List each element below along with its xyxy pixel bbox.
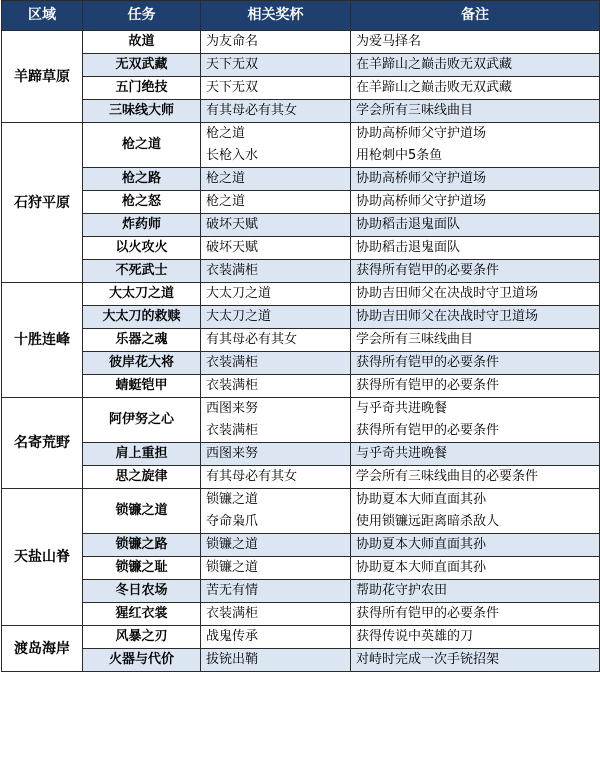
task-cell: 枪之路 [83,168,201,191]
table-row [2,54,600,77]
reward-text: 苦无有情 [206,583,259,598]
note-cell [351,168,600,191]
reward-text: 衣装满柜 [206,263,259,278]
reward-cell [201,557,351,580]
reward-text: 衣装满柜 [206,378,259,393]
reward-text: 有其母必有其女 [206,332,298,347]
reward-cell [201,534,351,557]
table-row [2,168,600,191]
task-cell: 大太刀的救赎 [83,306,201,329]
header-note: 备注 [351,1,600,31]
task-cell: 风暴之刃 [83,626,201,649]
note-text: 获得传说中英雄的刀 [356,629,474,644]
task-cell: 蜻蜓铠甲 [83,375,201,398]
task-cell: 乐器之魂 [83,329,201,352]
note-text: 协助高桥师父守护道场 [356,171,487,186]
table-row [2,77,600,100]
header-region: 区域 [2,1,83,31]
table-row [2,123,600,168]
note-cell [351,123,600,168]
table-row [2,626,600,649]
task-cell: 猩红衣裳 [83,603,201,626]
region-cell: 名寄荒野 [2,398,83,489]
note-text: 协助夏本大师直面其孙 [356,537,487,552]
task-cell: 无双武藏 [83,54,201,77]
note-cell [351,77,600,100]
reward-text: 破坏天赋 [206,240,259,255]
task-cell: 枪之怒 [83,191,201,214]
table-row [2,466,600,489]
note-text: 协助高桥师父守护道场 [356,194,487,209]
note-cell [351,398,600,443]
note-cell [351,54,600,77]
header-task: 任务 [83,1,201,31]
region-cell: 羊蹄草原 [2,31,83,123]
reward-text: 西图来努 [206,401,259,416]
note-text: 协助高桥师父守护道场 [356,126,487,141]
region-cell: 天盐山脊 [2,489,83,626]
reward-cell [201,352,351,375]
header-row [2,1,600,31]
note-text: 协助稻击退鬼面队 [356,217,461,232]
table-row [2,306,600,329]
reward-cell [201,283,351,306]
reward-cell [201,191,351,214]
table-row [2,580,600,603]
task-cell: 锁镰之路 [83,534,201,557]
task-cell: 枪之道 [83,123,201,168]
region-cell: 石狩平原 [2,123,83,283]
note-cell [351,443,600,466]
note-text: 学会所有三味线曲目 [356,103,474,118]
note-text: 用枪刺中5条鱼 [356,148,443,163]
note-text: 获得所有铠甲的必要条件 [356,606,500,621]
note-cell [351,306,600,329]
reward-text: 锁镰之道 [206,537,259,552]
reward-text: 破坏天赋 [206,217,259,232]
note-text: 对峙时完成一次手铳招架 [356,652,500,667]
note-text: 与乎奇共进晚餐 [356,446,448,461]
note-cell [351,603,600,626]
reward-text: 长枪入水 [206,148,259,163]
reward-cell [201,443,351,466]
task-cell: 彼岸花大将 [83,352,201,375]
reward-text: 枪之道 [206,126,246,141]
reward-cell [201,123,351,168]
reward-text: 有其母必有其女 [206,103,298,118]
table-body [2,31,600,672]
task-cell: 冬日农场 [83,580,201,603]
note-text: 协助夏本大师直面其孙 [356,560,487,575]
task-cell: 思之旋律 [83,466,201,489]
note-cell [351,329,600,352]
table-row [2,443,600,466]
reward-cell [201,168,351,191]
reward-text: 有其母必有其女 [206,469,298,484]
note-text: 帮助花守护农田 [356,583,448,598]
task-cell: 五门绝技 [83,77,201,100]
table-row [2,283,600,306]
task-cell: 锁镰之耻 [83,557,201,580]
task-cell: 不死武士 [83,260,201,283]
quest-table [1,0,600,672]
reward-text: 衣装满柜 [206,423,259,438]
reward-text: 锁镰之道 [206,560,259,575]
reward-cell [201,466,351,489]
reward-text: 锁镰之道 [206,492,259,507]
note-cell [351,375,600,398]
note-text: 为爱马择名 [356,34,422,49]
task-cell: 炸药师 [83,214,201,237]
table-row [2,260,600,283]
note-cell [351,466,600,489]
table-row [2,191,600,214]
task-cell: 大太刀之道 [83,283,201,306]
reward-text: 西图来努 [206,446,259,461]
table-row [2,214,600,237]
note-text: 与乎奇共进晚餐 [356,401,448,416]
reward-cell [201,580,351,603]
note-text: 协助吉田师父在决战时守卫道场 [356,309,539,324]
note-cell [351,352,600,375]
note-text: 获得所有铠甲的必要条件 [356,263,500,278]
note-text: 获得所有铠甲的必要条件 [356,423,500,438]
reward-cell [201,375,351,398]
region-cell: 十胜连峰 [2,283,83,398]
note-text: 学会所有三味线曲目 [356,332,474,347]
table-row [2,31,600,54]
note-text: 获得所有铠甲的必要条件 [356,378,500,393]
table-row [2,100,600,123]
task-cell: 故道 [83,31,201,54]
note-text: 协助稻击退鬼面队 [356,240,461,255]
reward-text: 天下无双 [206,80,259,95]
reward-cell [201,626,351,649]
table-row [2,489,600,534]
note-cell [351,489,600,534]
reward-text: 大太刀之道 [206,286,272,301]
reward-cell [201,398,351,443]
note-cell [351,214,600,237]
table-row [2,329,600,352]
note-text: 使用锁镰远距离暗杀敌人 [356,514,500,529]
note-cell [351,534,600,557]
note-cell [351,237,600,260]
reward-text: 衣装满柜 [206,606,259,621]
reward-cell [201,649,351,672]
note-cell [351,260,600,283]
table-row [2,375,600,398]
reward-text: 拔铳出鞘 [206,652,259,667]
reward-cell [201,31,351,54]
task-cell: 肩上重担 [83,443,201,466]
task-cell: 阿伊努之心 [83,398,201,443]
reward-text: 大太刀之道 [206,309,272,324]
region-cell: 渡岛海岸 [2,626,83,672]
reward-cell [201,603,351,626]
note-text: 在羊蹄山之巅击败无双武藏 [356,80,513,95]
reward-text: 夺命枭爪 [206,514,259,529]
table-row [2,603,600,626]
reward-text: 战鬼传承 [206,629,259,644]
reward-text: 枪之道 [206,171,246,186]
reward-cell [201,214,351,237]
task-cell: 火器与代价 [83,649,201,672]
table-row [2,352,600,375]
note-cell [351,191,600,214]
table-row [2,557,600,580]
reward-cell [201,306,351,329]
note-cell [351,649,600,672]
reward-cell [201,489,351,534]
table-row [2,649,600,672]
note-text: 学会所有三味线曲目的必要条件 [356,469,539,484]
header-reward: 相关奖杯 [201,1,351,31]
note-text: 获得所有铠甲的必要条件 [356,355,500,370]
table-row [2,237,600,260]
note-text: 协助吉田师父在决战时守卫道场 [356,286,539,301]
note-cell [351,283,600,306]
note-cell [351,31,600,54]
reward-cell [201,260,351,283]
task-cell: 以火攻火 [83,237,201,260]
note-cell [351,626,600,649]
reward-cell [201,77,351,100]
reward-text: 天下无双 [206,57,259,72]
table-row [2,534,600,557]
note-cell [351,557,600,580]
reward-cell [201,100,351,123]
task-cell: 锁镰之道 [83,489,201,534]
reward-text: 枪之道 [206,194,246,209]
note-cell [351,580,600,603]
reward-cell [201,329,351,352]
reward-cell [201,237,351,260]
task-cell: 三味线大师 [83,100,201,123]
note-cell [351,100,600,123]
reward-cell [201,54,351,77]
note-text: 协助夏本大师直面其孙 [356,492,487,507]
table-row [2,398,600,443]
note-text: 在羊蹄山之巅击败无双武藏 [356,57,513,72]
reward-text: 为友命名 [206,34,259,49]
reward-text: 衣装满柜 [206,355,259,370]
